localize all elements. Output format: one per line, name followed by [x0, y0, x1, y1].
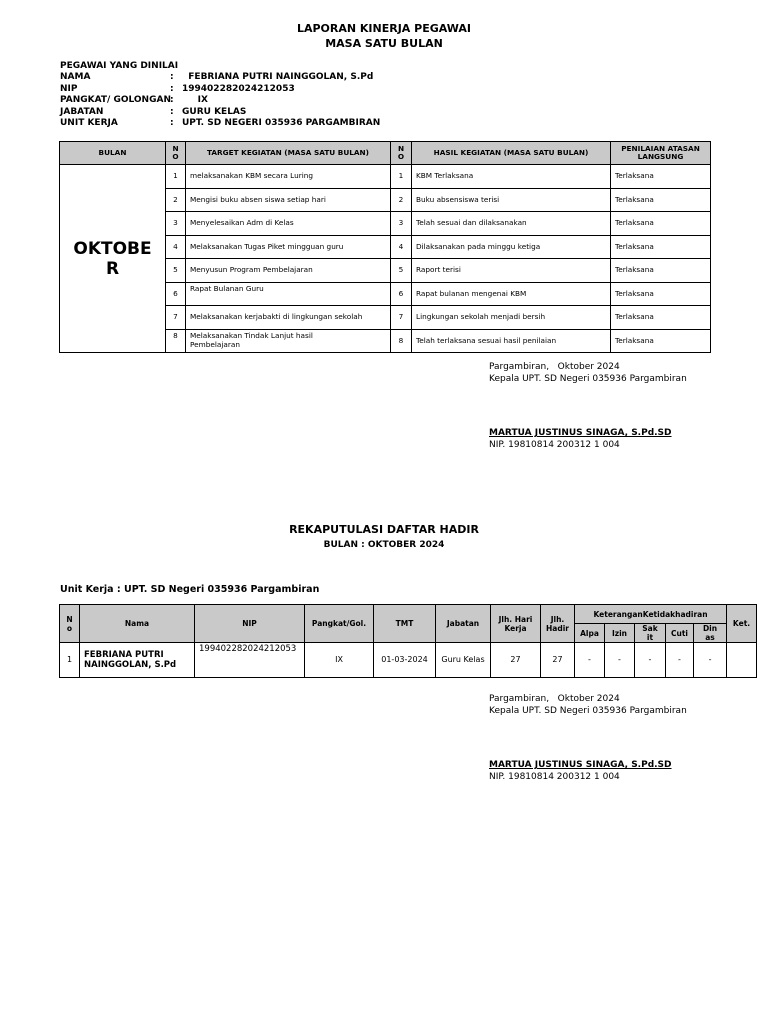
- rekap-header-nip: NIP: [195, 605, 305, 643]
- signature-name: MARTUA JUSTINUS SINAGA, S.Pd.SD: [489, 428, 672, 438]
- bulan-cell: OKTOBER: [60, 165, 166, 353]
- field-value-pangkat: IX: [182, 95, 208, 106]
- report-subtitle: MASA SATU BULAN: [325, 37, 443, 50]
- row-target: Rapat Bulanan Guru: [186, 282, 391, 306]
- header-target: TARGET KEGIATAN (MASA SATU BULAN): [186, 142, 391, 165]
- rekap-cell-no: 1: [60, 643, 80, 678]
- header-hasil: HASIL KEGIATAN (MASA SATU BULAN): [412, 142, 611, 165]
- rekap-title: REKAPUTULASI DAFTAR HADIR: [289, 523, 479, 536]
- row-penilaian: Terlaksana: [611, 212, 711, 236]
- row-penilaian: Terlaksana: [611, 188, 711, 212]
- rekap-cell-jabatan: Guru Kelas: [436, 643, 491, 678]
- rekap-subtitle: BULAN : OKTOBER 2024: [323, 540, 445, 550]
- field-label-pangkat: PANGKAT/ GOLONGAN: [60, 95, 171, 106]
- header-bulan: BULAN: [60, 142, 166, 165]
- rekap-header-alpa: Alpa: [575, 624, 605, 643]
- rekap-header-dinas: Dinas: [694, 624, 727, 643]
- row-hasil: Lingkungan sekolah menjadi bersih: [412, 306, 611, 330]
- field-value-nama: FEBRIANA PUTRI NAINGGOLAN, S.Pd: [182, 72, 374, 83]
- rekap-header-no: No: [60, 605, 80, 643]
- rekap-table: [59, 604, 757, 678]
- rekap-cell-ket: [727, 643, 757, 678]
- signature-position: Kepala UPT. SD Negeri 035936 Pargambiran: [489, 706, 687, 716]
- row-hasil: KBM Terlaksana: [412, 165, 611, 189]
- signature-name: MARTUA JUSTINUS SINAGA, S.Pd.SD: [489, 760, 672, 770]
- row-no-hasil: 1: [391, 165, 412, 189]
- rekap-header-keterangan: KeteranganKetidakhadiran: [575, 605, 727, 624]
- row-target: Mengisi buku absen siswa setiap hari: [186, 188, 391, 212]
- row-target: Melaksanakan kerjabakti di lingkungan sekolah: [186, 306, 391, 330]
- rekap-header-pangkat: Pangkat/Gol.: [305, 605, 374, 643]
- signature-place-date: Pargambiran, Oktober 2024: [489, 694, 620, 704]
- row-target: Menyusun Program Pembelajaran: [186, 259, 391, 283]
- rekap-cell-alpa: -: [575, 643, 605, 678]
- row-no: 5: [166, 259, 186, 283]
- employee-section-label: PEGAWAI YANG DINILAI: [60, 61, 179, 71]
- rekap-header-ket: Ket.: [727, 605, 757, 643]
- rekap-header-hadir: Jlh. Hadir: [541, 605, 575, 643]
- row-hasil: Raport terisi: [412, 259, 611, 283]
- row-target: melaksanakan KBM secara Luring: [186, 165, 391, 189]
- signature-nip: NIP. 19810814 200312 1 004: [489, 440, 620, 450]
- rekap-header-sakit: Sakit: [635, 624, 666, 643]
- report-title: LAPORAN KINERJA PEGAWAI: [296, 22, 472, 35]
- rekap-cell-pangkat: IX: [305, 643, 374, 678]
- row-no: 6: [166, 282, 186, 306]
- row-penilaian: Terlaksana: [611, 235, 711, 259]
- row-penilaian: Terlaksana: [611, 282, 711, 306]
- table-row: [60, 165, 711, 189]
- row-penilaian: Terlaksana: [611, 165, 711, 189]
- signature-nip: NIP. 19810814 200312 1 004: [489, 772, 620, 782]
- row-target: Menyelesaikan Adm di Kelas: [186, 212, 391, 236]
- unit-kerja: Unit Kerja : UPT. SD Negeri 035936 Pargambiran: [60, 584, 320, 595]
- row-hasil: Rapat bulanan mengenai KBM: [412, 282, 611, 306]
- header-no: NO: [166, 142, 186, 165]
- row-no-hasil: 6: [391, 282, 412, 306]
- header-penilaian: PENILAIAN ATASAN LANGSUNG: [611, 142, 711, 165]
- field-label-nama: NAMA: [60, 72, 91, 83]
- employee-info: PEGAWAI YANG DINILAI NAMA : FEBRIANA PUTRI NAINGGOLAN, S.Pd NIP : 199402282024212053 PANGKAT/ GOLONGAN : IX JABATAN : GURU KELAS UNIT KERJA : UPT. SD NEGERI 035936 PARGAMBIRAN: [60, 61, 381, 129]
- field-label-jabatan: JABATAN: [60, 106, 104, 117]
- rekap-header-nama: Nama: [80, 605, 195, 643]
- rekap-cell-sakit: -: [635, 643, 666, 678]
- row-no-hasil: 5: [391, 259, 412, 283]
- row-hasil: Dilaksanakan pada minggu ketiga: [412, 235, 611, 259]
- header-no-hasil: NO: [391, 142, 412, 165]
- row-no-hasil: 7: [391, 306, 412, 330]
- rekap-header-izin: Izin: [605, 624, 635, 643]
- kinerja-header-row: [60, 142, 711, 165]
- row-no: 7: [166, 306, 186, 330]
- signature-block-rekap: [489, 693, 687, 783]
- field-label-nip: NIP: [60, 83, 78, 94]
- row-no: 1: [166, 165, 186, 189]
- row-target: Melaksanakan Tindak Lanjut hasil Pembelajaran: [186, 329, 391, 353]
- row-target: Melaksanakan Tugas Piket mingguan guru: [186, 235, 391, 259]
- row-no-hasil: 3: [391, 212, 412, 236]
- table-row: [60, 643, 757, 678]
- row-hasil: Buku absensiswa terisi: [412, 188, 611, 212]
- rekap-header-tmt: TMT: [374, 605, 436, 643]
- rekap-cell-hari-kerja: 27: [491, 643, 541, 678]
- rekap-cell-dinas: -: [694, 643, 727, 678]
- row-no-hasil: 8: [391, 329, 412, 353]
- row-no: 8: [166, 329, 186, 353]
- rekap-header-jabatan: Jabatan: [436, 605, 491, 643]
- field-value-nip: 199402282024212053: [182, 83, 295, 94]
- signature-block: [489, 361, 687, 451]
- signature-position: Kepala UPT. SD Negeri 035936 Pargambiran: [489, 374, 687, 384]
- rekap-cell-cuti: -: [666, 643, 694, 678]
- field-value-unit: UPT. SD NEGERI 035936 PARGAMBIRAN: [182, 118, 381, 129]
- row-no: 3: [166, 212, 186, 236]
- rekap-header-hari-kerja: Jlh. Hari Kerja: [491, 605, 541, 643]
- rekap-header-cuti: Cuti: [666, 624, 694, 643]
- rekap-cell-nip: 199402282024212053: [195, 643, 305, 678]
- field-label-unit: UNIT KERJA: [60, 118, 118, 129]
- rekap-cell-hadir: 27: [541, 643, 575, 678]
- row-no: 4: [166, 235, 186, 259]
- kinerja-table: [59, 141, 711, 353]
- row-penilaian: Terlaksana: [611, 329, 711, 353]
- row-hasil: Telah terlaksana sesuai hasil penilaian: [412, 329, 611, 353]
- row-no: 2: [166, 188, 186, 212]
- row-hasil: Telah sesuai dan dilaksanakan: [412, 212, 611, 236]
- row-penilaian: Terlaksana: [611, 306, 711, 330]
- rekap-cell-izin: -: [605, 643, 635, 678]
- row-no-hasil: 2: [391, 188, 412, 212]
- row-penilaian: Terlaksana: [611, 259, 711, 283]
- rekap-cell-nama: FEBRIANA PUTRI NAINGGOLAN, S.Pd: [80, 643, 195, 678]
- field-value-jabatan: GURU KELAS: [182, 106, 247, 117]
- rekap-cell-tmt: 01-03-2024: [374, 643, 436, 678]
- signature-place-date: Pargambiran, Oktober 2024: [489, 362, 620, 372]
- row-no-hasil: 4: [391, 235, 412, 259]
